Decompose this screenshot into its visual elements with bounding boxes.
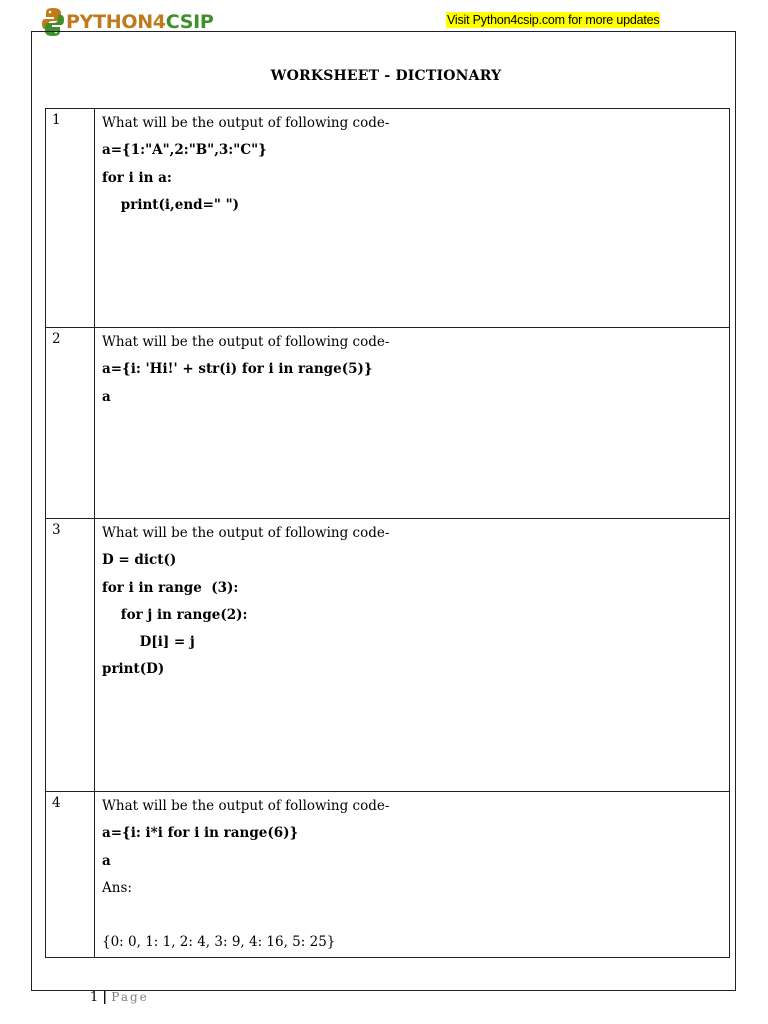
page-number: 1	[90, 990, 99, 1005]
code-line: a={1:"A",2:"B",3:"C"}	[102, 142, 267, 159]
page-footer	[90, 990, 149, 1005]
question-body	[95, 328, 730, 519]
visit-banner[interactable]: Visit Python4csip.com for more updates	[447, 13, 660, 27]
worksheet-title: WORKSHEET - DICTIONARY	[270, 68, 502, 84]
answer-label: Ans:	[102, 879, 132, 896]
page-label: Page	[111, 990, 149, 1004]
question-row	[46, 328, 730, 519]
question-number: 4	[46, 792, 95, 958]
code-line: a	[102, 388, 111, 405]
footer-separator: |	[102, 990, 108, 1005]
question-prompt: What will be the output of following code-	[102, 115, 390, 131]
logo-text	[66, 10, 214, 33]
question-number: 2	[46, 328, 95, 519]
code-line: D = dict()	[102, 552, 177, 569]
code-line: D[i] = j	[102, 634, 195, 651]
questions-table	[45, 108, 730, 958]
question-row	[46, 519, 730, 792]
code-line: for i in a:	[102, 169, 172, 186]
question-row	[46, 792, 730, 958]
code-line: a	[102, 852, 111, 869]
code-line: a={i: 'Hi!' + str(i) for i in range(5)}	[102, 361, 373, 378]
code-line: a={i: i*i for i in range(6)}	[102, 825, 299, 842]
answer-text: {0: 0, 1: 1, 2: 4, 3: 9, 4: 16, 5: 25}	[102, 934, 336, 951]
question-number: 1	[46, 109, 95, 328]
question-prompt: What will be the output of following code-	[102, 525, 390, 541]
logo-text-csip: CSIP	[165, 10, 214, 33]
question-prompt: What will be the output of following code-	[102, 798, 390, 814]
logo-text-python4: PYTHON4	[66, 10, 166, 33]
question-body	[95, 109, 730, 328]
code-line: print(D)	[102, 661, 165, 678]
code-line: print(i,end=" ")	[102, 196, 240, 213]
question-number: 3	[46, 519, 95, 792]
question-body	[95, 792, 730, 958]
question-prompt: What will be the output of following code-	[102, 334, 390, 350]
blank-line	[102, 902, 729, 929]
question-row	[46, 109, 730, 328]
code-line: for j in range(2):	[102, 606, 248, 623]
code-line: for i in range (3):	[102, 579, 239, 596]
question-body	[95, 519, 730, 792]
